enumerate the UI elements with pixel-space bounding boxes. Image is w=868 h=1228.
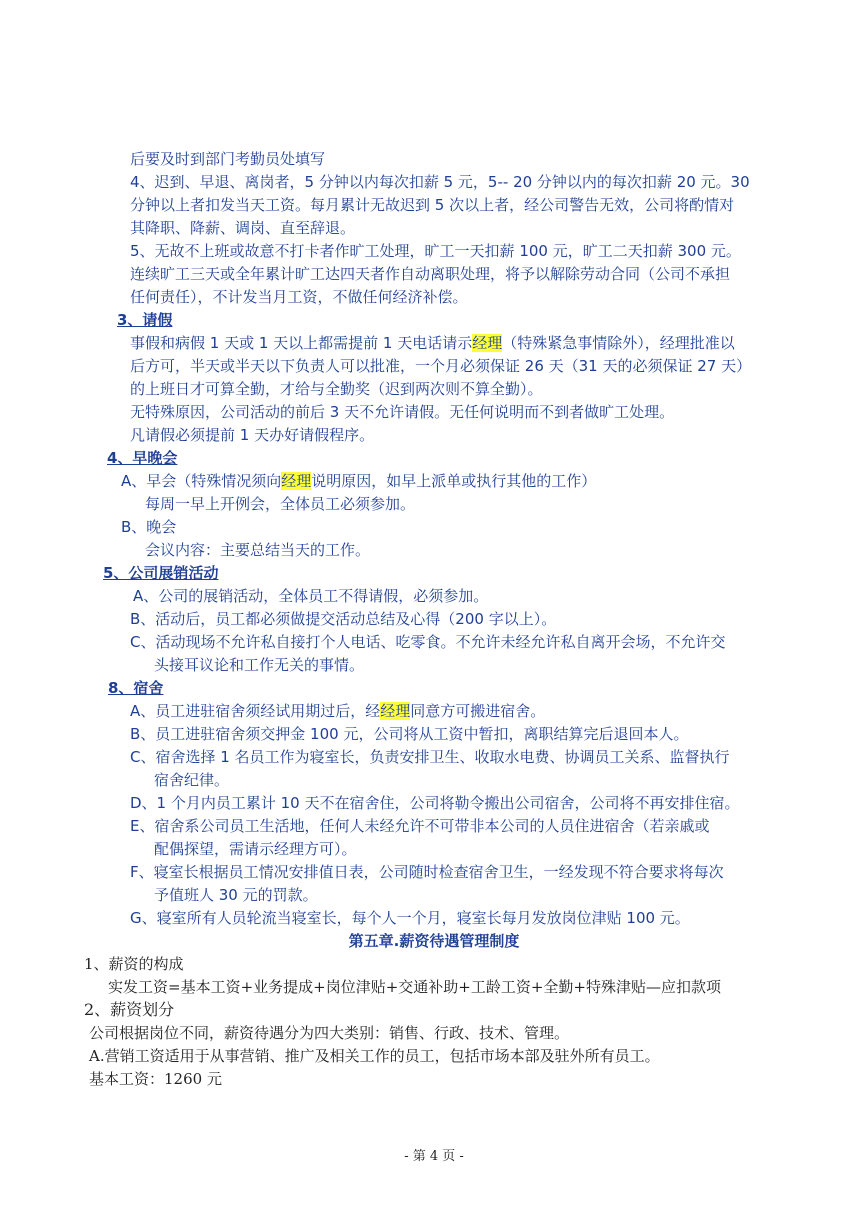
highlight-manager: 经理	[281, 472, 312, 490]
salary-section-2-line-3: 基本工资：1260 元	[89, 1070, 222, 1088]
dorm-heading: 8、宿舍	[108, 679, 164, 697]
chapter-title: 第五章.薪资待遇管理制度	[348, 932, 520, 950]
dorm-item-e-line-1: E、宿舍系公司员工生活地，任何人未经允许不可带非本公司的人员住进宿舍（若亲戚或	[130, 817, 710, 835]
dorm-item-f-line-1: F、寝室长根据员工情况安排值日表，公司随时检查宿舍卫生，一经发现不符合要求将每次	[130, 863, 724, 881]
meeting-b-line-2: 会议内容：主要总结当天的工作。	[145, 541, 371, 559]
leave-line-2: 后方可，半天或半天以下负责人可以批准，一个月必须保证 26 天（31 天的必须保证 27 天）	[130, 357, 752, 375]
highlight-manager: 经理	[380, 702, 411, 720]
meeting-a-line-2: 每周一早上开例会，全体员工必须参加。	[145, 495, 416, 513]
attendance-line-1: 后要及时到部门考勤员处填写	[130, 150, 326, 168]
dorm-item-c-line-2: 宿舍纪律。	[154, 771, 230, 789]
highlight-manager: 经理	[472, 334, 503, 352]
page-number: - 第 4 页 -	[404, 1149, 464, 1164]
dorm-item-a	[130, 700, 545, 722]
meeting-heading: 4、早晚会	[107, 449, 178, 467]
promo-item-b: B、活动后，员工都必须做提交活动总结及心得（200 字以上）。	[130, 610, 557, 628]
leave-line-1-text-c: （特殊紧急事情除外），经理批准以	[502, 334, 735, 352]
attendance-item-4-line-1: 4、迟到、早退、离岗者，5 分钟以内每次扣薪 5 元，5-- 20 分钟以内的每次扣薪 20 元。30	[130, 173, 750, 191]
leave-line-1	[130, 332, 735, 354]
leave-line-4: 无特殊原因，公司活动的前后 3 天不允许请假。无任何说明而不到者做旷工处理。	[130, 403, 675, 421]
promo-item-a: A、公司的展销活动，全体员工不得请假，必须参加。	[133, 587, 489, 605]
salary-section-2-line-1: 公司根据岗位不同，薪资待遇分为四大类别：销售、行政、技术、管理。	[89, 1024, 570, 1042]
leave-heading: 3、请假	[117, 311, 173, 329]
dorm-item-g: G、寝室所有人员轮流当寝室长，每个人一个月，寝室长每月发放岗位津贴 100 元。	[130, 909, 690, 927]
promo-item-c-line-2: 头接耳议论和工作无关的事情。	[154, 656, 365, 674]
dorm-item-f-line-2: 予值班人 30 元的罚款。	[154, 886, 318, 904]
salary-section-1-title: 1、薪资的构成	[84, 955, 184, 973]
meeting-a-text-3: 说明原因，如早上派单或执行其他的工作）	[311, 472, 597, 490]
leave-line-3: 的上班日才可算全勤，才给与全勤奖（迟到两次则不算全勤）。	[130, 380, 543, 398]
dorm-item-b: B、员工进驻宿舍须交押金 100 元，公司将从工资中暂扣，离职结算完后退回本人。	[130, 725, 689, 743]
salary-section-1-body: 实发工资=基本工资+业务提成+岗位津贴+交通补助+工龄工资+全勤+特殊津贴—应扣款项	[108, 978, 721, 996]
meeting-a-line-1	[121, 470, 596, 492]
dorm-item-e-line-2: 配偶探望，需请示经理方可）。	[154, 840, 357, 858]
dorm-item-d: D、1 个月内员工累计 10 天不在宿舍住，公司将勒令搬出公司宿舍，公司将不再安排住宿。	[130, 794, 740, 812]
salary-section-2-line-2: A.营销工资适用于从事营销、推广及相关工作的员工，包括市场本部及驻外所有员工。	[89, 1047, 660, 1065]
attendance-item-5-line-1: 5、无故不上班或故意不打卡者作旷工处理，旷工一天扣薪 100 元，旷工二天扣薪 300 元。	[130, 242, 741, 260]
attendance-item-4-line-3: 其降职、降薪、调岗、直至辞退。	[130, 219, 356, 237]
meeting-a-text-1: A、早会（特殊情况须向	[121, 472, 282, 490]
salary-section-2-title: 2、薪资划分	[84, 1000, 175, 1019]
dorm-a-text-3: 同意方可搬进宿舍。	[410, 702, 546, 720]
leave-line-5: 凡请假必须提前 1 天办好请假程序。	[130, 426, 375, 444]
attendance-item-5-line-2: 连续旷工三天或全年累计旷工达四天者作自动离职处理，将予以解除劳动合同（公司不承担	[130, 265, 731, 283]
dorm-a-text-1: A、员工进驻宿舍须经试用期过后，经	[130, 702, 381, 720]
attendance-item-4-line-2: 分钟以上者扣发当天工资。每月累计无故迟到 5 次以上者，经公司警告无效，公司将酌情对	[130, 196, 735, 214]
promo-heading: 5、公司展销活动	[103, 564, 219, 582]
dorm-item-c-line-1: C、宿舍选择 1 名员工作为寝室长，负责安排卫生、收取水电费、协调员工关系、监督执行	[130, 748, 730, 766]
meeting-b-line-1: B、晚会	[121, 518, 177, 536]
promo-item-c-line-1: C、活动现场不允许私自接打个人电话、吃零食。不允许未经允许私自离开会场，不允许交	[130, 633, 726, 651]
attendance-item-5-line-3: 任何责任），不计发当月工资，不做任何经济补偿。	[130, 288, 468, 306]
leave-line-1-text-a: 事假和病假 1 天或 1 天以上都需提前 1 天电话请示	[130, 334, 473, 352]
